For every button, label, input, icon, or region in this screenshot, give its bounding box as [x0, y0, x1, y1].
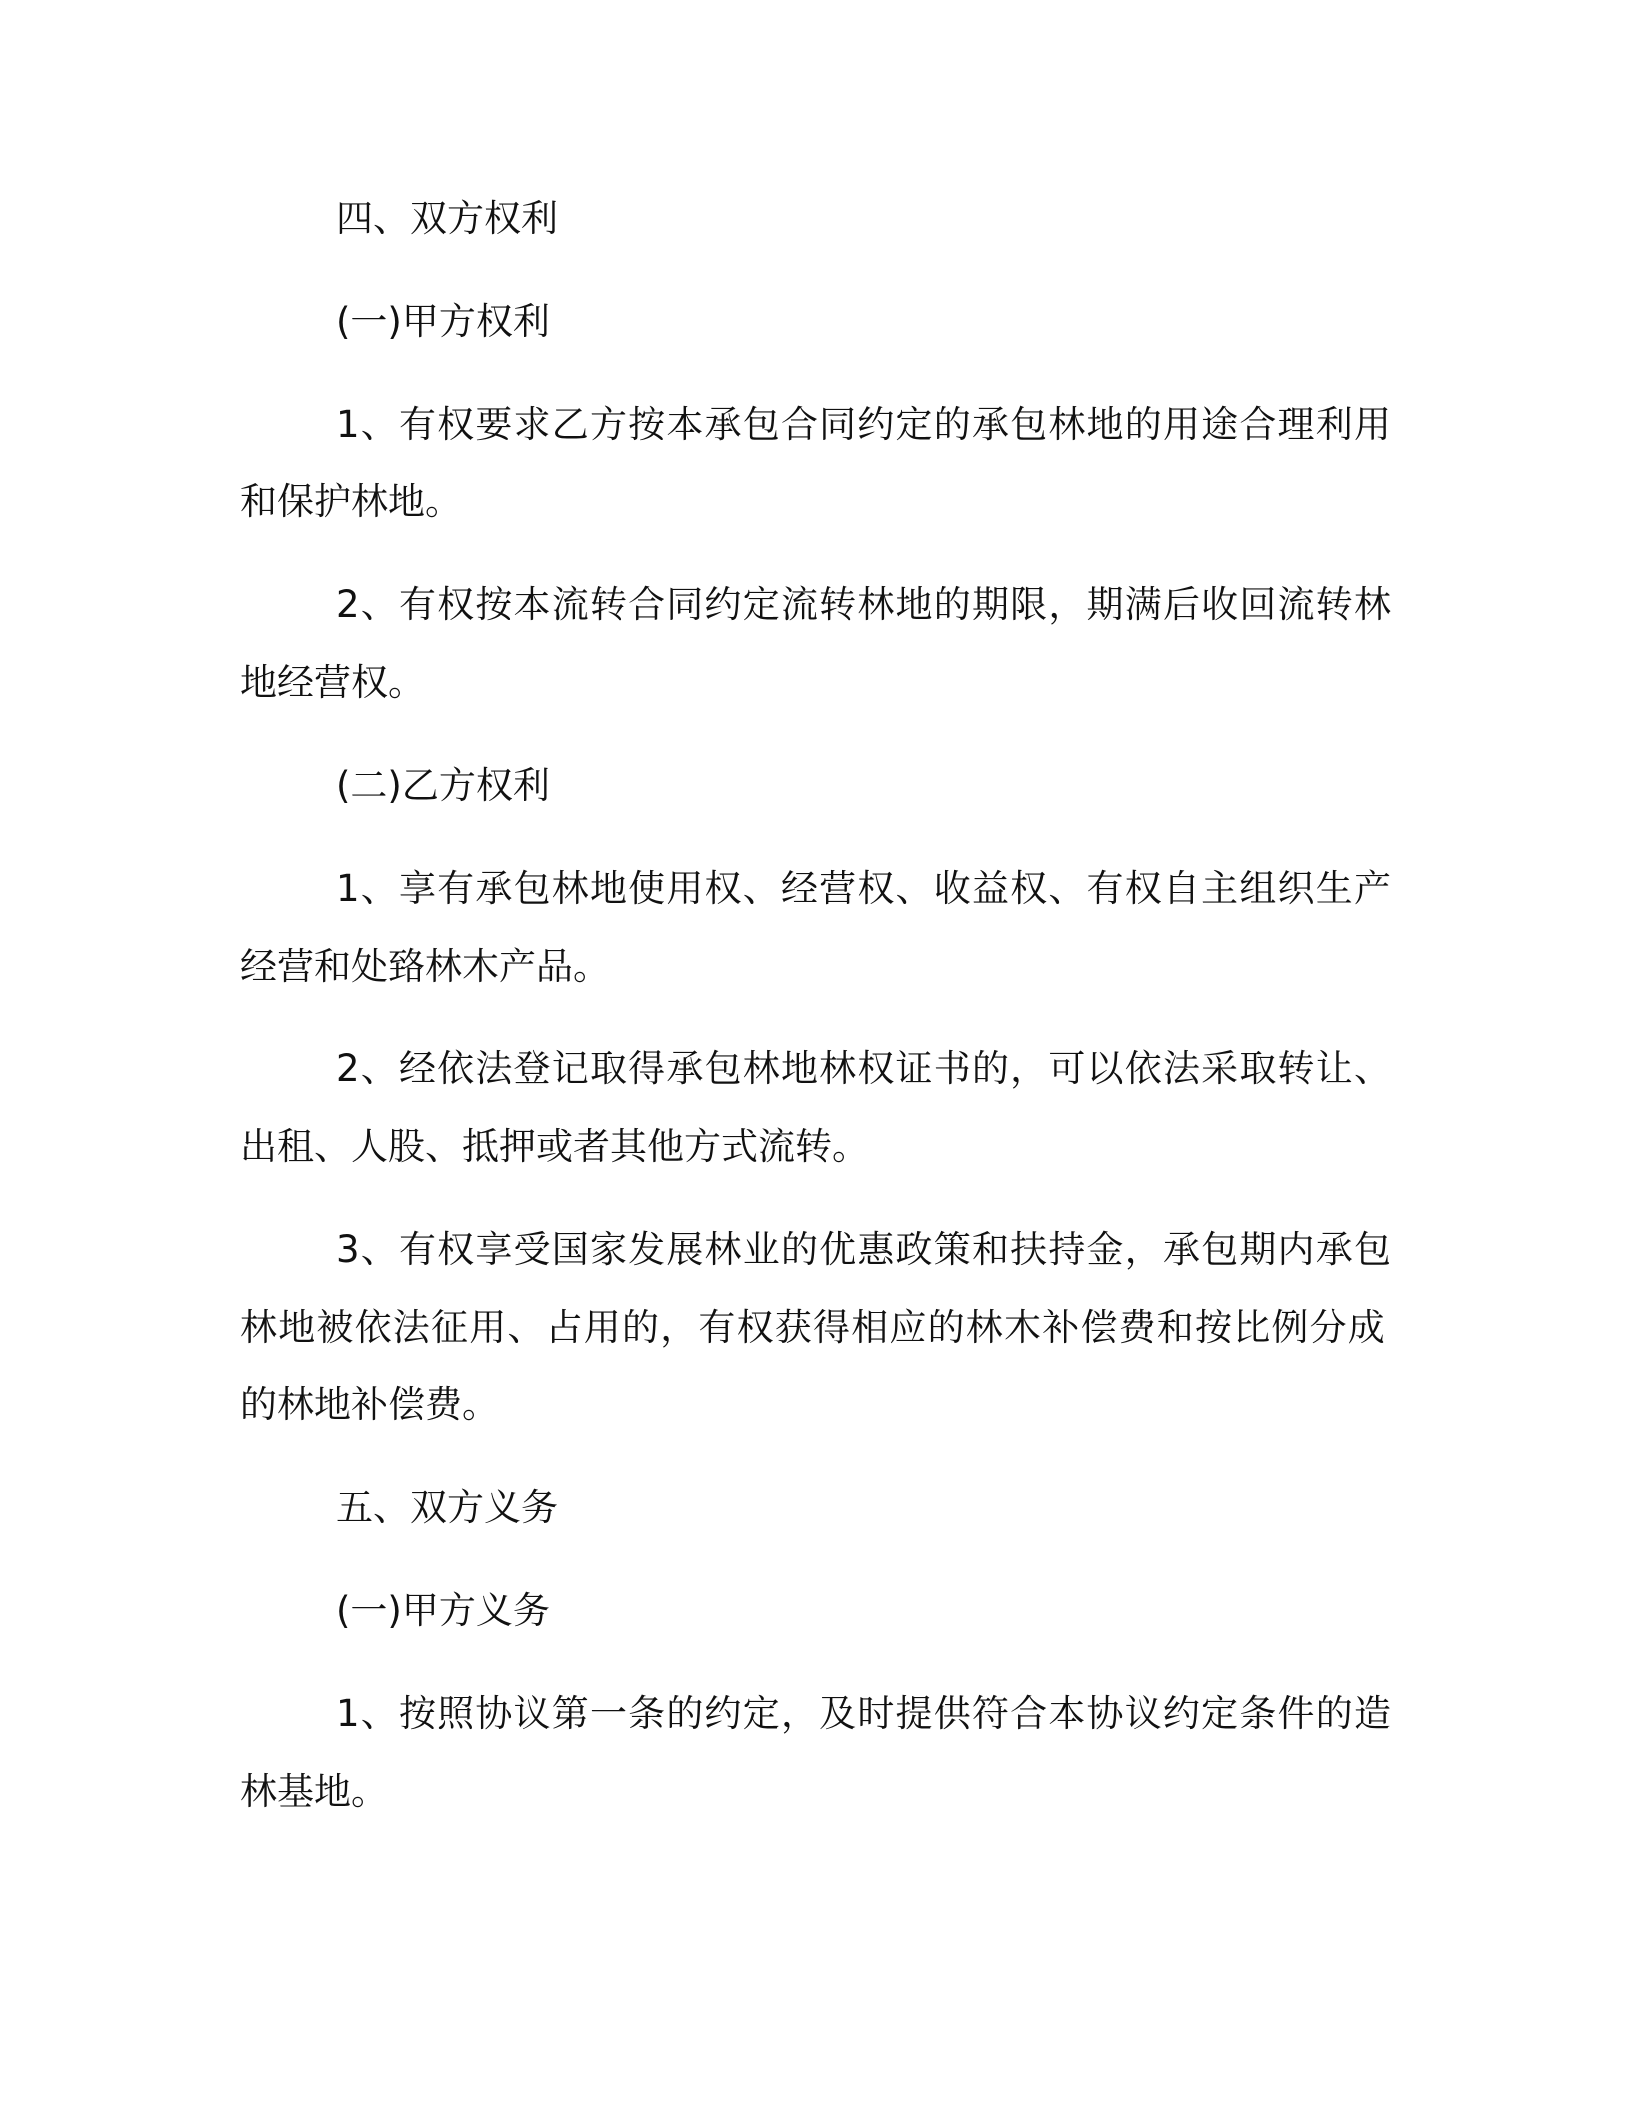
party-a-rights-item-2-line-2: 地经营权。 [240, 661, 425, 704]
subheading-party-a-obligations: (一)甲方义务 [336, 1589, 550, 1632]
party-a-obligations-item-1-line-1: 1、按照协议第一条的约定，及时提供符合本协议约定条件的造 [336, 1692, 1393, 1735]
party-b-rights-item-1-line-1: 1、享有承包林地使用权、经营权、收益权、有权自主组织生产 [336, 867, 1393, 910]
subheading-party-a-rights: (一)甲方权利 [336, 300, 550, 343]
party-b-rights-item-2-line-1: 2、经依法登记取得承包林地林权证书的，可以依法采取转让、 [336, 1047, 1393, 1090]
party-b-rights-item-3-line-3: 的林地补偿费。 [240, 1383, 499, 1426]
subheading-party-b-rights: (二)乙方权利 [336, 764, 550, 807]
party-b-rights-item-2-line-2: 出租、人股、抵押或者其他方式流转。 [240, 1125, 869, 1168]
party-b-rights-item-1-line-2: 经营和处臵林木产品。 [240, 945, 610, 988]
party-a-obligations-item-1-line-2: 林基地。 [240, 1770, 388, 1813]
party-a-rights-item-2-line-1: 2、有权按本流转合同约定流转林地的期限，期满后收回流转林 [336, 583, 1393, 626]
party-b-rights-item-3-line-1: 3、有权享受国家发展林业的优惠政策和扶持金，承包期内承包 [336, 1228, 1393, 1271]
section-heading-rights: 四、双方权利 [336, 197, 558, 240]
party-a-rights-item-1-line-1: 1、有权要求乙方按本承包合同约定的承包林地的用途合理利用 [336, 403, 1393, 446]
section-heading-obligations: 五、双方义务 [336, 1486, 558, 1529]
party-a-rights-item-1-line-2: 和保护林地。 [240, 480, 462, 523]
party-b-rights-item-3-line-2: 林地被依法征用、占用的，有权获得相应的林木补偿费和按比例分成 [240, 1306, 1386, 1349]
